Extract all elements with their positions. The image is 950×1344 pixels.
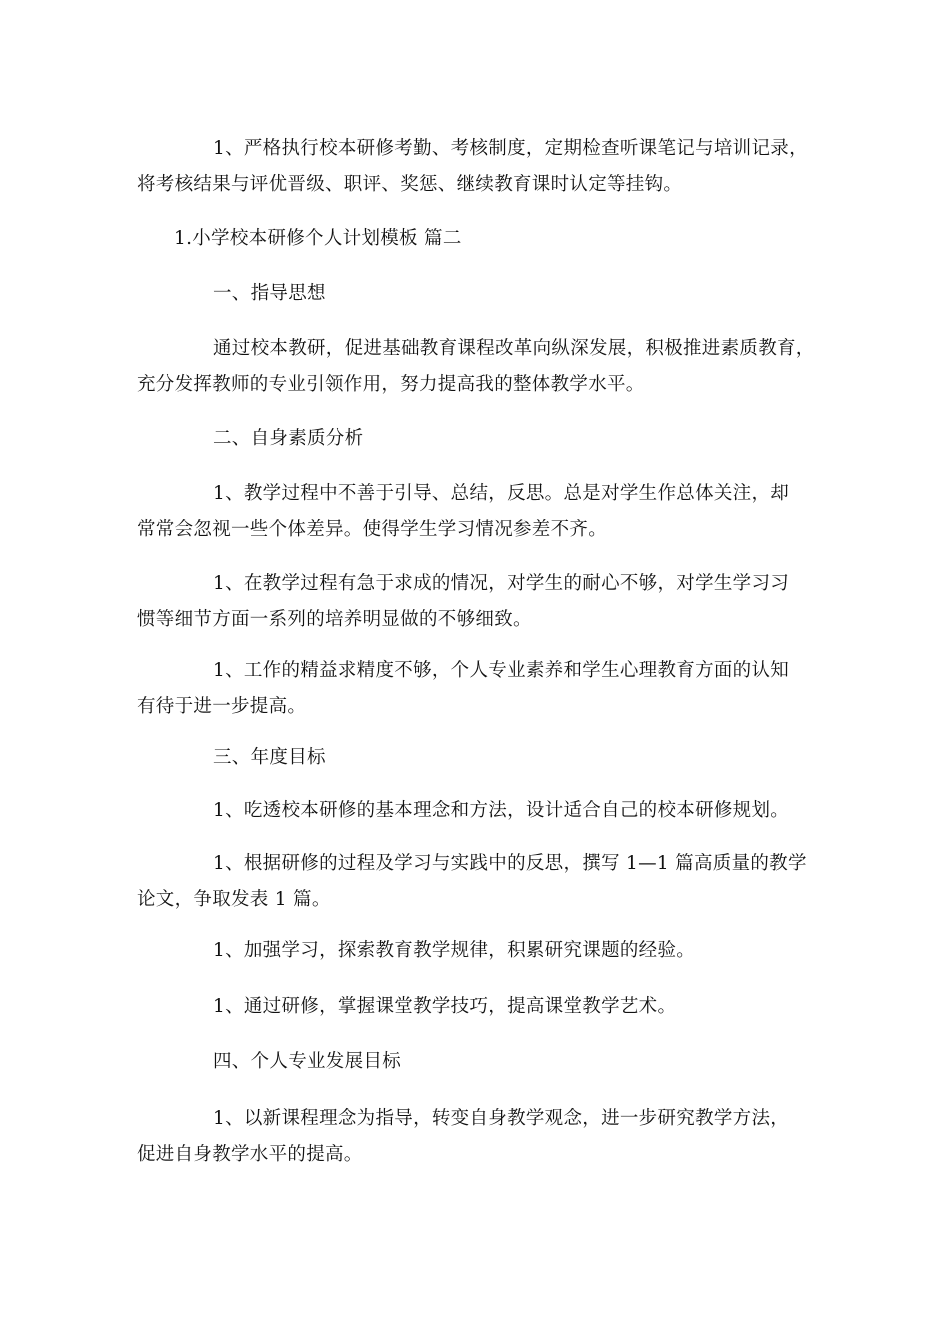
section-title-part-two <box>137 221 817 257</box>
text-line: 1、在教学过程有急于求成的情况，对学生的耐心不够，对学生学习习 <box>213 573 790 594</box>
paragraph-goal-1 <box>137 793 817 829</box>
text-line: 1、根据研修的过程及学习与实践中的反思，撰写 1—1 篇高质量的教学 <box>213 853 807 874</box>
text-line: 二、自身素质分析 <box>213 428 364 449</box>
heading-annual-goals <box>137 740 817 776</box>
text-line: 1、吃透校本研修的基本理念和方法，设计适合自己的校本研修规划。 <box>213 800 790 821</box>
text-line: 四、个人专业发展目标 <box>213 1051 402 1072</box>
text-line: 一、指导思想 <box>213 283 326 304</box>
paragraph-analysis-2 <box>137 566 817 638</box>
text-line: 1、工作的精益求精度不够，个人专业素养和学生心理教育方面的认知 <box>213 660 790 681</box>
text-line: 1、加强学习，探索教育教学规律，积累研究课题的经验。 <box>213 940 696 961</box>
paragraph-guiding-ideology <box>137 331 817 403</box>
heading-self-analysis <box>137 421 817 457</box>
text-line: 三、年度目标 <box>213 747 326 768</box>
text-line: 1、通过研修，掌握课堂教学技巧，提高课堂教学艺术。 <box>213 996 677 1017</box>
paragraph-goal-4 <box>137 989 817 1025</box>
heading-guiding-ideology <box>137 276 817 312</box>
text-line: 促进自身教学水平的提高。 <box>137 1144 363 1165</box>
paragraph-analysis-1 <box>137 476 817 548</box>
text-line: 1.小学校本研修个人计划模板 篇二 <box>174 228 462 249</box>
text-line: 1、以新课程理念为指导，转变自身教学观念，进一步研究教学方法， <box>213 1108 790 1129</box>
text-line: 常常会忽视一些个体差异。使得学生学习情况参差不齐。 <box>137 519 608 540</box>
paragraph-goal-3 <box>137 933 817 969</box>
text-line: 惯等细节方面一系列的培养明显做的不够细致。 <box>137 609 532 630</box>
text-line: 1、严格执行校本研修考勤、考核制度，定期检查听课笔记与培训记录， <box>213 138 808 159</box>
text-line: 论文，争取发表 1 篇。 <box>137 889 331 910</box>
paragraph-assessment-rules <box>137 131 817 203</box>
text-line: 将考核结果与评优晋级、职评、奖惩、继续教育课时认定等挂钩。 <box>137 174 683 195</box>
text-line: 充分发挥教师的专业引领作用，努力提高我的整体教学水平。 <box>137 374 645 395</box>
paragraph-analysis-3 <box>137 653 817 725</box>
paragraph-goal-2 <box>137 846 817 918</box>
text-line: 1、教学过程中不善于引导、总结，反思。总是对学生作总体关注，却 <box>213 483 790 504</box>
text-line: 有待于进一步提高。 <box>137 696 307 717</box>
heading-professional-development <box>137 1044 817 1080</box>
paragraph-development-1 <box>137 1101 817 1173</box>
text-line: 通过校本教研，促进基础教育课程改革向纵深发展，积极推进素质教育， <box>213 338 815 359</box>
